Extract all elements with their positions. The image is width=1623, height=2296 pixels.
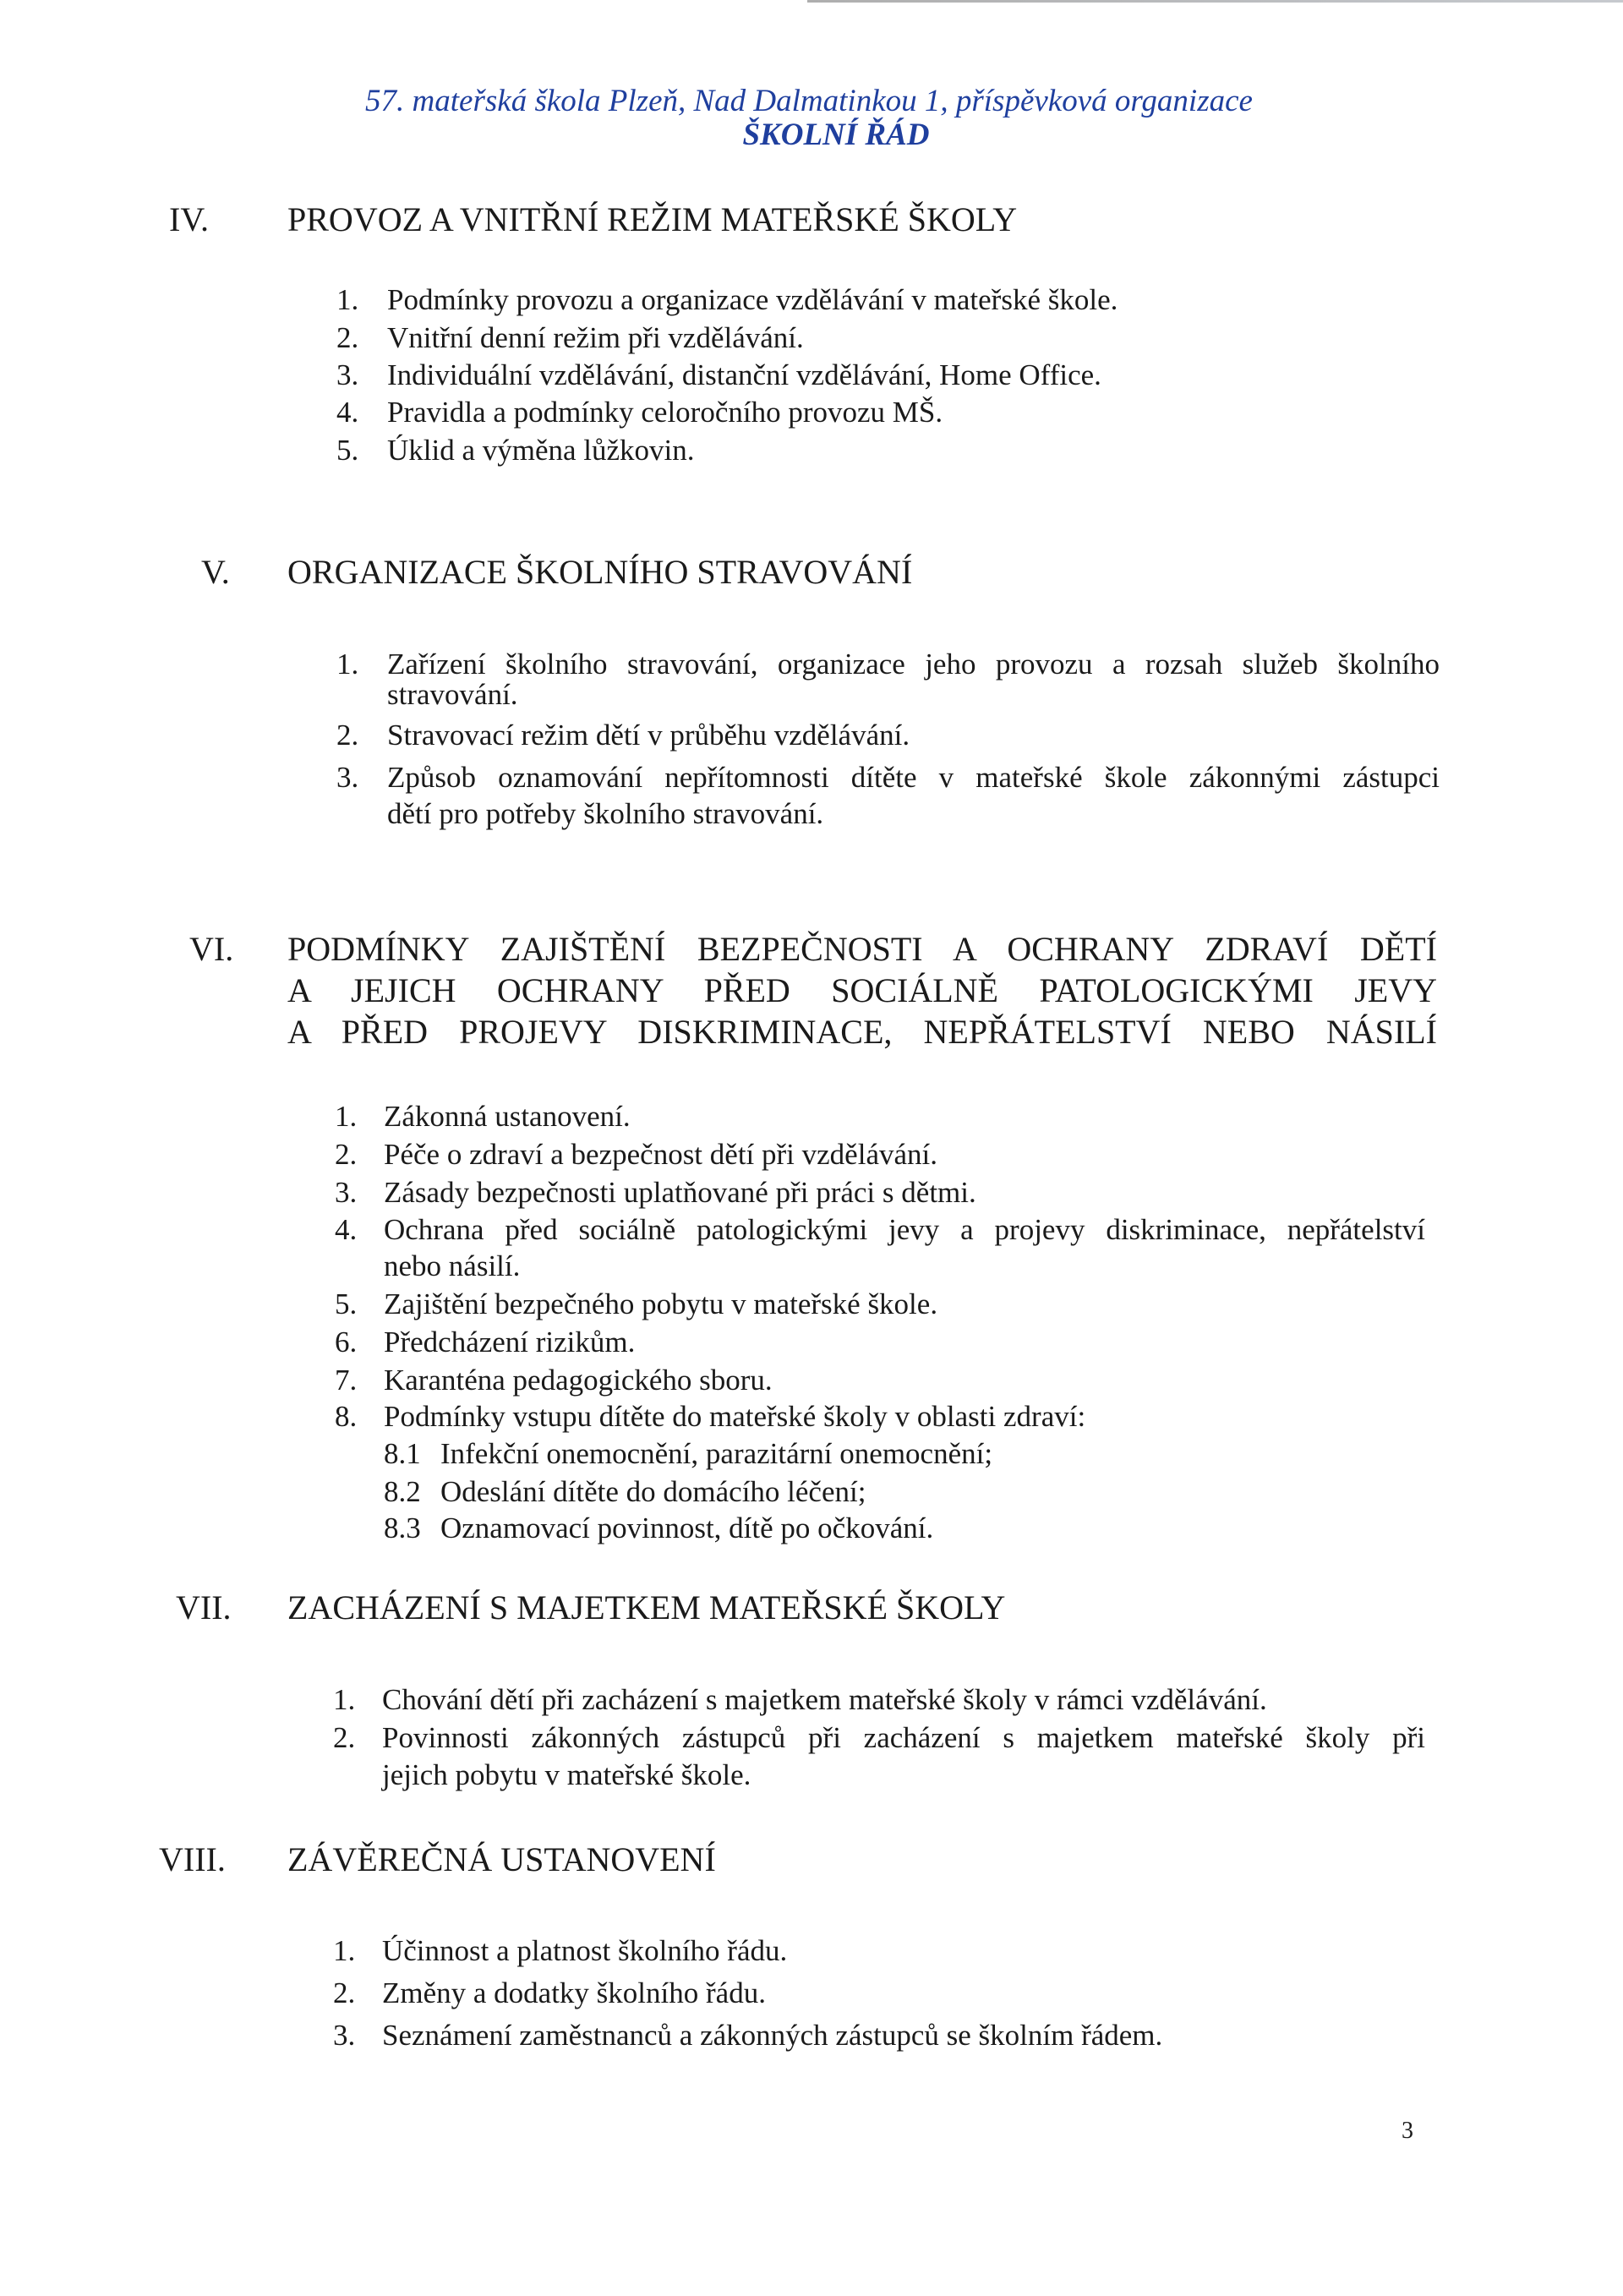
subitem-text: Oznamovací povinnost, dítě po očkování.: [440, 1512, 934, 1544]
item-text: Péče o zdraví a bezpečnost dětí při vzdělávání.: [384, 1138, 937, 1171]
section-viii-number: VIII.: [159, 1840, 226, 1878]
subitem-number: 8.1: [384, 1437, 421, 1470]
item-number: 2.: [336, 321, 359, 354]
subitem-text: Odeslání dítěte do domácího léčení;: [440, 1475, 866, 1508]
item-number: 5.: [336, 434, 359, 467]
item-number: 1.: [335, 1100, 358, 1133]
item-text: Individuální vzdělávání, distanční vzdělávání, Home Office.: [387, 358, 1101, 391]
item-number: 2.: [333, 1976, 356, 2009]
item-text: Zákonná ustanovení.: [384, 1100, 631, 1133]
section-vi-number: VI.: [189, 930, 234, 968]
item-number: 4.: [336, 396, 359, 429]
item-text: Podmínky provozu a organizace vzdělávání v mateřské škole.: [387, 283, 1118, 316]
item-text: Účinnost a platnost školního řádu.: [382, 1934, 788, 1967]
item-text-line: jejich pobytu v mateřské škole.: [382, 1758, 751, 1791]
item-number: 2.: [336, 719, 359, 752]
item-text: Stravovací režim dětí v průběhu vzdělávání.: [387, 719, 910, 752]
section-vii-number: VII.: [176, 1588, 232, 1626]
item-text: Změny a dodatky školního řádu.: [382, 1976, 766, 2009]
item-number: 2.: [333, 1721, 356, 1754]
section-vi-title-line: PODMÍNKY ZAJIŠTĚNÍ BEZPEČNOSTI A OCHRANY ZDRAVÍ DĚTÍ: [287, 930, 1437, 968]
item-text-line: Povinnosti zákonných zástupců při zacházení s majetkem mateřské školy při: [382, 1721, 1425, 1754]
item-number: 3.: [333, 2019, 356, 2052]
section-vi-title: [287, 929, 1437, 1053]
section-v-number: V.: [201, 553, 230, 591]
item-text: Zásady bezpečnosti uplatňované při práci s dětmi.: [384, 1176, 976, 1209]
item-text: Podmínky vstupu dítěte do mateřské školy v oblasti zdraví:: [384, 1400, 1086, 1433]
item-text-line: Zařízení školního stravování, organizace jeho provozu a rozsah služeb školního: [387, 648, 1440, 681]
section-iv-number: IV.: [169, 200, 210, 238]
item-number: 6.: [335, 1326, 358, 1358]
page-number: 3: [1402, 2118, 1413, 2144]
section-vii-title: ZACHÁZENÍ S MAJETKEM MATEŘSKÉ ŠKOLY: [287, 1588, 1006, 1626]
section-vi-title-line: A JEJICH OCHRANY PŘED SOCIÁLNĚ PATOLOGICKÝMI JEVY: [287, 971, 1437, 1009]
item-text: Úklid a výměna lůžkovin.: [387, 434, 695, 467]
item-number: 8.: [335, 1400, 358, 1433]
item-text: Karanténa pedagogického sboru.: [384, 1364, 773, 1397]
subitem-number: 8.3: [384, 1512, 421, 1544]
item-number: 3.: [336, 761, 359, 794]
item-text: Chování dětí při zacházení s majetkem mateřské školy v rámci vzdělávání.: [382, 1683, 1267, 1716]
item-number: 1.: [333, 1683, 356, 1716]
scan-edge-line: [807, 0, 1623, 3]
item-text: Vnitřní denní režim při vzdělávání.: [387, 321, 804, 354]
item-text: Seznámení zaměstnanců a zákonných zástupců se školním řádem.: [382, 2019, 1163, 2052]
item-number: 1.: [333, 1934, 356, 1967]
school-name-header: 57. mateřská škola Plzeň, Nad Dalmatinkou 1, příspěvková organizace: [365, 84, 1253, 118]
section-viii-title: ZÁVĚREČNÁ USTANOVENÍ: [287, 1840, 716, 1878]
item-text: Zajištění bezpečného pobytu v mateřské škole.: [384, 1287, 938, 1320]
document-title: ŠKOLNÍ ŘÁD: [742, 118, 930, 152]
item-text-line: Způsob oznamování nepřítomnosti dítěte v mateřské škole zákonnými zástupci: [387, 761, 1440, 794]
item-number: 2.: [335, 1138, 358, 1171]
item-text-line: nebo násilí.: [384, 1249, 521, 1282]
item-number: 5.: [335, 1287, 358, 1320]
subitem-number: 8.2: [384, 1475, 421, 1508]
section-iv-title: PROVOZ A VNITŘNÍ REŽIM MATEŘSKÉ ŠKOLY: [287, 200, 1018, 238]
item-text-line: stravování.: [387, 678, 518, 711]
item-text-line: Ochrana před sociálně patologickými jevy a projevy diskriminace, nepřátelství: [384, 1213, 1425, 1246]
section-vi-title-line: A PŘED PROJEVY DISKRIMINACE, NEPŘÁTELSTVÍ NEBO NÁSILÍ: [287, 1013, 1437, 1051]
item-number: 3.: [336, 358, 359, 391]
item-number: 4.: [335, 1213, 358, 1246]
item-text-line: dětí pro potřeby školního stravování.: [387, 797, 824, 830]
item-text: Předcházení rizikům.: [384, 1326, 636, 1358]
item-text: Pravidla a podmínky celoročního provozu MŠ.: [387, 396, 943, 429]
item-number: 1.: [336, 283, 359, 316]
item-number: 7.: [335, 1364, 358, 1397]
item-number: 3.: [335, 1176, 358, 1209]
section-v-title: ORGANIZACE ŠKOLNÍHO STRAVOVÁNÍ: [287, 553, 913, 591]
subitem-text: Infekční onemocnění, parazitární onemocnění;: [440, 1437, 993, 1470]
item-number: 1.: [336, 648, 359, 681]
